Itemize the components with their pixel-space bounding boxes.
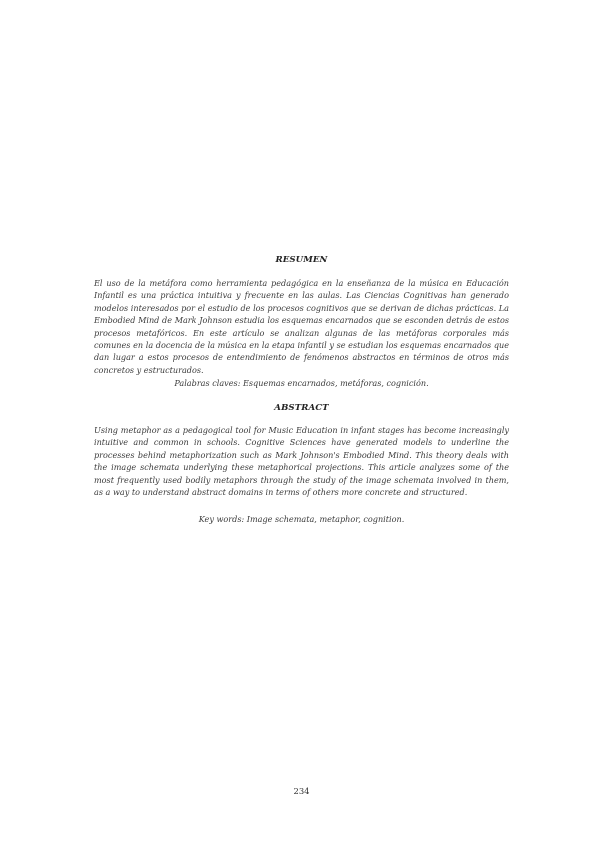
abstract-keywords: Key words: Image schemata, metaphor, cognition. xyxy=(198,514,405,524)
abstract-body: Using metaphor as a pedagogical tool for Music Education in infant stages has become increasingly intuitive and common in schools. Cognitive Sciences have generated models to underline the processes behind metaphorization such as Mark Johnson's Embodied Mind. This theory deals with the image schemata underlying these metaphorical projections. This article analyzes some of the most frequently used bodily metaphors through the study of the image schemata involved in them, as a way to understand abstract domains in terms of others more concrete and structured. xyxy=(94,425,509,498)
abstract-heading: ABSTRACT xyxy=(274,403,329,413)
resumen-body: El uso de la metáfora como herramienta pedagógica en la enseñanza de la música en Educación Infantil es una práctica intuitiva y frecuente en las aulas. Las Ciencias Cognitivas han generado modelos interesados por el estudio de los procesos cognitivos que se derivan de dichas prácticas. La Embodied Mind de Mark Johnson estudia los esquemas encarnados que se esconden detrás de estos procesos metafóricos. En este artículo se analizan algunas de las metáforas corporales más comunes en la docencia de la música en la etapa infantil y se estudian los esquemas encarnados que dan lugar a estos procesos de entendimiento de fenómenos abstractos en términos de otros más concretos y estructurados. xyxy=(94,278,509,375)
resumen-keywords: Palabras claves: Esquemas encarnados, metáforas, cognición. xyxy=(174,378,429,388)
page-number: 234 xyxy=(293,786,310,796)
resumen-heading: RESUMEN xyxy=(275,255,328,265)
